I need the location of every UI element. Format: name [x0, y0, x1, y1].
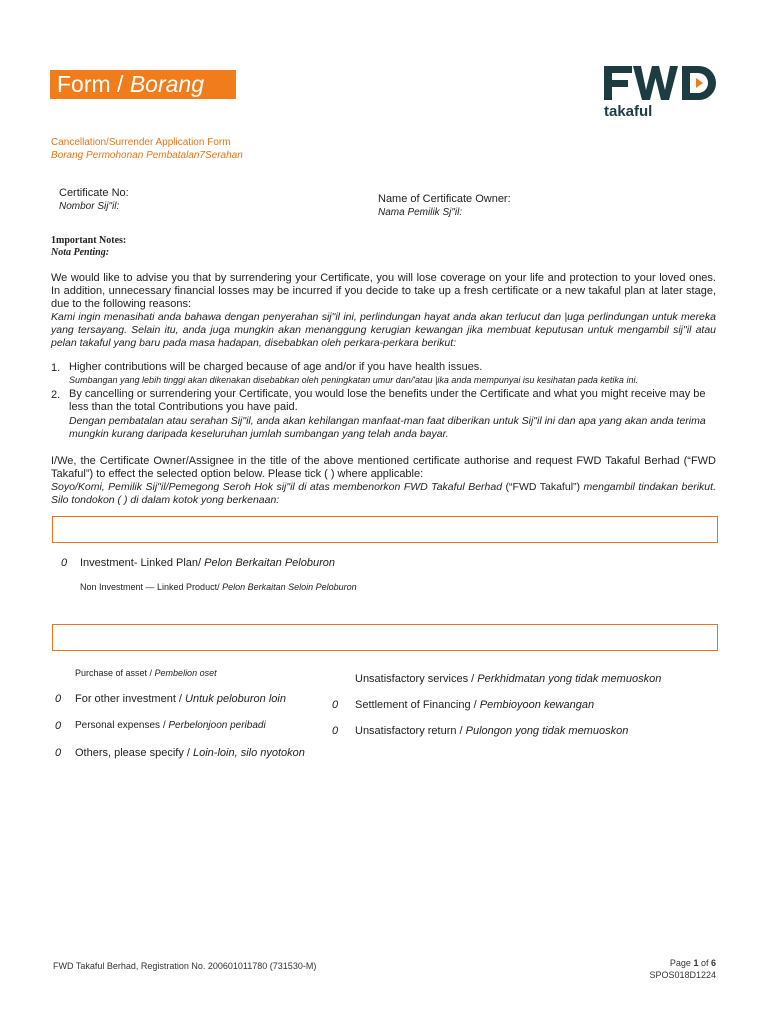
notes-intro — [51, 272, 716, 350]
authorise-text — [51, 455, 716, 507]
reason-unsatisfactory-return[interactable]: Unsatisfactory return / Pulongon yong tidak memuoskon — [355, 725, 629, 737]
reason-others-specify[interactable]: Others, please specify / Loin-loin, silo nyotokon — [75, 747, 305, 759]
authorise-en: I/We, the Certificate Owner/Assignee in the title of the above mentioned certificate authorise and request FWD Takaful Berhad (“FWD Takaful”) to effect the selected option below. Please tick ( ) where applicable: — [51, 455, 716, 480]
notes-intro-en: We would like to advise you that by surrendering your Certificate, you will lose coverage on your life and protection to your loved ones. In addition, unnecessary financial losses may be incurred if you decide to take up a fresh certificate or a new takaful plan at later stage, due to the following reasons: — [51, 272, 716, 310]
reason-settlement-financing[interactable]: Settlement of Financing / Pembioyoon kewangan — [355, 699, 595, 711]
option-investment-linked[interactable]: Investment- Linked Plan/ Pelon Berkaitan Peloburon — [80, 557, 335, 569]
notes-heading: 1mportant Notes: — [51, 235, 127, 246]
checkbox-investment-linked[interactable]: 0 — [61, 557, 68, 569]
notes-heading-ms: Nota Penting: — [51, 247, 110, 258]
checkbox-other-investment[interactable]: 0 — [55, 693, 62, 705]
owner-name-label-ms: Nama Pemilik Sj"il: — [378, 207, 463, 218]
checkbox-others-specify[interactable]: 0 — [55, 747, 62, 759]
note-2-number: 2. — [51, 389, 61, 401]
section-box-plan-type — [52, 516, 718, 543]
notes-intro-ms: Kami ingin menasihati anda bahawa dengan penyerahan sij"il ini, perlindungan hayat anda akan terlucut dan |uga perlindungan untuk mereka yang tersayang. Selain itu, anda juga mungkin akan menanggung kerugian kewangan jika membuat keputusan untuk mengambil sij"il atau pelan takaful yang baru pada masa hadapan, disebabkan oleh perkara-perkara berikut: — [51, 311, 716, 349]
note-1-ms: Sumbangan yang lebih tinggi akan dikenakan disebabkan oleh peningkatan umur dan/'atau |ika anda mempunyai isu kesihatan pada ketika ini. — [69, 375, 638, 385]
option-non-investment-linked[interactable]: Non Investment — Linked Product/ Pelon Berkaitan Seloin Peloburon — [80, 582, 357, 592]
note-1-en: Higher contributions will be charged because of age and/or if you have health issues. — [69, 361, 483, 373]
note-1-number: 1. — [51, 362, 61, 374]
checkbox-settlement-financing[interactable]: 0 — [332, 699, 339, 711]
footer-doc-code: SPOS018D1224 — [649, 970, 716, 980]
note-2-ms: Dengan pembatalan atau serahan Sij"il, anda akan kehilangan manfaat-man faat diberikan untuk Sij"il ini dan apa yang akan anda terima mungkin kurang daripada keseluruhan jumlah sumbangan yang telah anda bayar. — [69, 415, 706, 440]
footer-company: FWD Takaful Berhad, Registration No. 200601011780 (731530-M) — [53, 961, 317, 971]
form-title-en: Cancellation/Surrender Application Form — [51, 137, 231, 148]
authorise-ms: Soyo/Komi, Pemilik Sij"il/Pemegong Seroh Hok sij"il di atas membenorkon FWD Takaful Berhad (“FWD Takaful”) mengambil tindakan berikut. Silo tondokon ( ) di dalam kotok yong berkenaan: — [51, 481, 716, 506]
logo-takaful-text: takaful — [604, 103, 653, 120]
reason-personal-expenses[interactable]: Personal expenses / Perbelonjoon peribadi — [75, 720, 266, 731]
checkbox-personal-expenses[interactable]: 0 — [55, 720, 62, 732]
reason-unsatisfactory-services[interactable]: Unsatisfactory services / Perkhidmatan yong tidak memuoskon — [355, 673, 662, 685]
form-banner: Form / Borang — [50, 70, 236, 99]
footer-page-number: Page 1 of 6 — [669, 958, 716, 968]
certificate-no-label: Certificate No: — [59, 187, 129, 199]
reason-other-investment[interactable]: For other investment / Untuk peloburon loin — [75, 693, 286, 705]
section-box-reason — [52, 624, 718, 651]
certificate-no-label-ms: Nombor Sij"il: — [59, 201, 120, 212]
form-title-ms: Borang Permohonan Pembatalan7Serahan — [51, 150, 243, 161]
checkbox-unsatisfactory-return[interactable]: 0 — [332, 725, 339, 737]
reason-purchase-asset[interactable]: Purchase of asset / Pembelion oset — [75, 668, 217, 678]
note-2-en: By cancelling or surrendering your Certificate, you would lose the benefits under the Certificate and what you might receive may be less than the total Contributions you have paid. — [69, 388, 706, 413]
owner-name-label: Name of Certificate Owner: — [378, 193, 511, 205]
